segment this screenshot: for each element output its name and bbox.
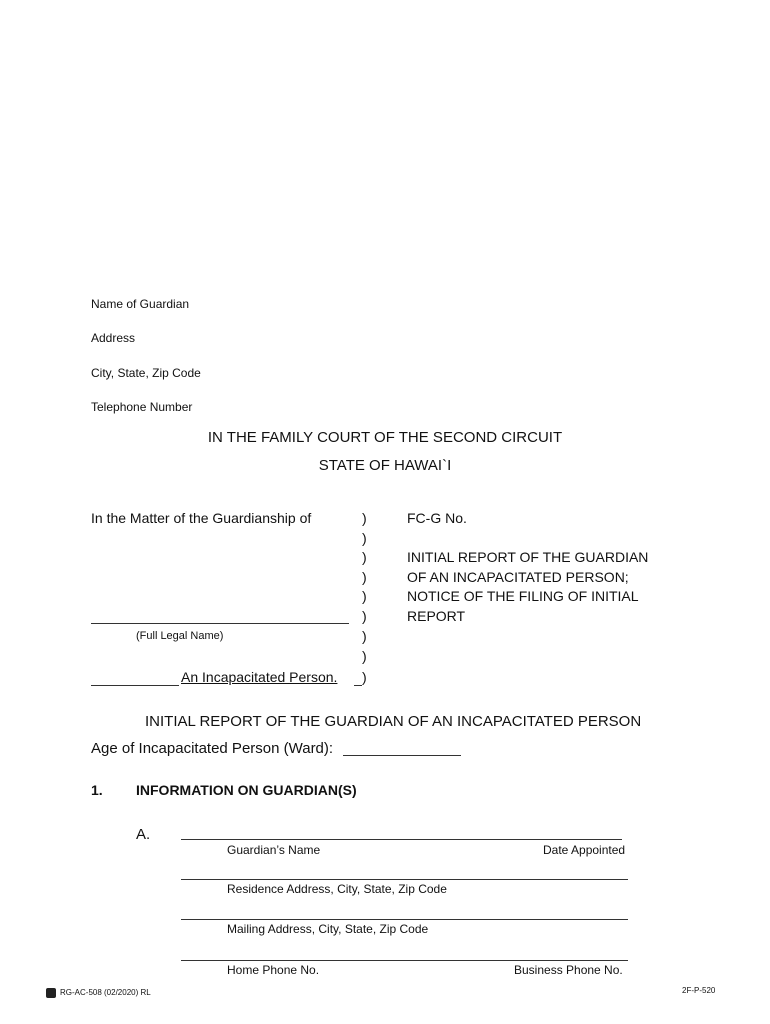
item-letter: A. (136, 826, 151, 843)
matter-label: In the Matter of the Guardianship of (91, 510, 312, 526)
mailing-address-line[interactable] (181, 919, 628, 920)
city-state-zip-label: City, State, Zip Code (91, 366, 201, 380)
report-title-line-1: INITIAL REPORT OF THE GUARDIAN (407, 549, 649, 565)
section-title: INFORMATION ON GUARDIAN(S) (136, 782, 357, 798)
court-heading: IN THE FAMILY COURT OF THE SECOND CIRCUIT (207, 429, 563, 446)
ward-age-line[interactable] (343, 755, 461, 756)
residence-address-line[interactable] (181, 879, 628, 880)
report-title-line-3: NOTICE OF THE FILING OF INITIAL (407, 588, 639, 604)
telephone-label: Telephone Number (91, 400, 193, 414)
case-number-label: FC-G No. (407, 510, 467, 526)
caption-paren: ) (362, 608, 367, 624)
form-id: RG-AC-508 (02/2020) RL (60, 988, 151, 997)
incapacitated-line-end (354, 685, 362, 686)
section-number: 1. (91, 782, 103, 798)
mailing-address-label: Mailing Address, City, State, Zip Code (227, 922, 429, 936)
body-report-title: INITIAL REPORT OF THE GUARDIAN OF AN INCAPACITATED PERSON (145, 713, 642, 730)
home-phone-label: Home Phone No. (227, 963, 320, 977)
caption-paren: ) (362, 569, 367, 585)
caption-paren: ) (362, 648, 367, 664)
date-appointed-label: Date Appointed (543, 843, 626, 857)
guardians-name-label: Guardian’s Name (227, 843, 321, 857)
guardian-name-line[interactable] (181, 839, 622, 840)
incapacitated-name-line[interactable] (91, 685, 179, 686)
state-heading: STATE OF HAWAI`I (318, 457, 452, 474)
residence-address-label: Residence Address, City, State, Zip Code (227, 882, 447, 896)
incapacitated-person-label: An Incapacitated Person. (181, 669, 338, 685)
business-phone-label: Business Phone No. (514, 963, 623, 977)
full-legal-name-label: (Full Legal Name) (136, 630, 224, 642)
ward-age-label: Age of Incapacitated Person (Ward): (91, 740, 334, 757)
caption-paren: ) (362, 510, 367, 526)
form-code: 2F-P-520 (682, 986, 716, 995)
caption-paren: ) (362, 669, 367, 685)
caption-paren: ) (362, 549, 367, 565)
caption-paren: ) (362, 530, 367, 546)
full-legal-name-line[interactable] (91, 623, 349, 624)
name-of-guardian-label: Name of Guardian (91, 297, 190, 311)
report-title-line-4: REPORT (407, 608, 466, 624)
court-seal-icon (46, 988, 56, 998)
report-title-line-2: OF AN INCAPACITATED PERSON; (407, 569, 629, 585)
phone-line[interactable] (181, 960, 628, 961)
caption-paren: ) (362, 628, 367, 644)
caption-paren: ) (362, 588, 367, 604)
address-label: Address (91, 331, 136, 345)
